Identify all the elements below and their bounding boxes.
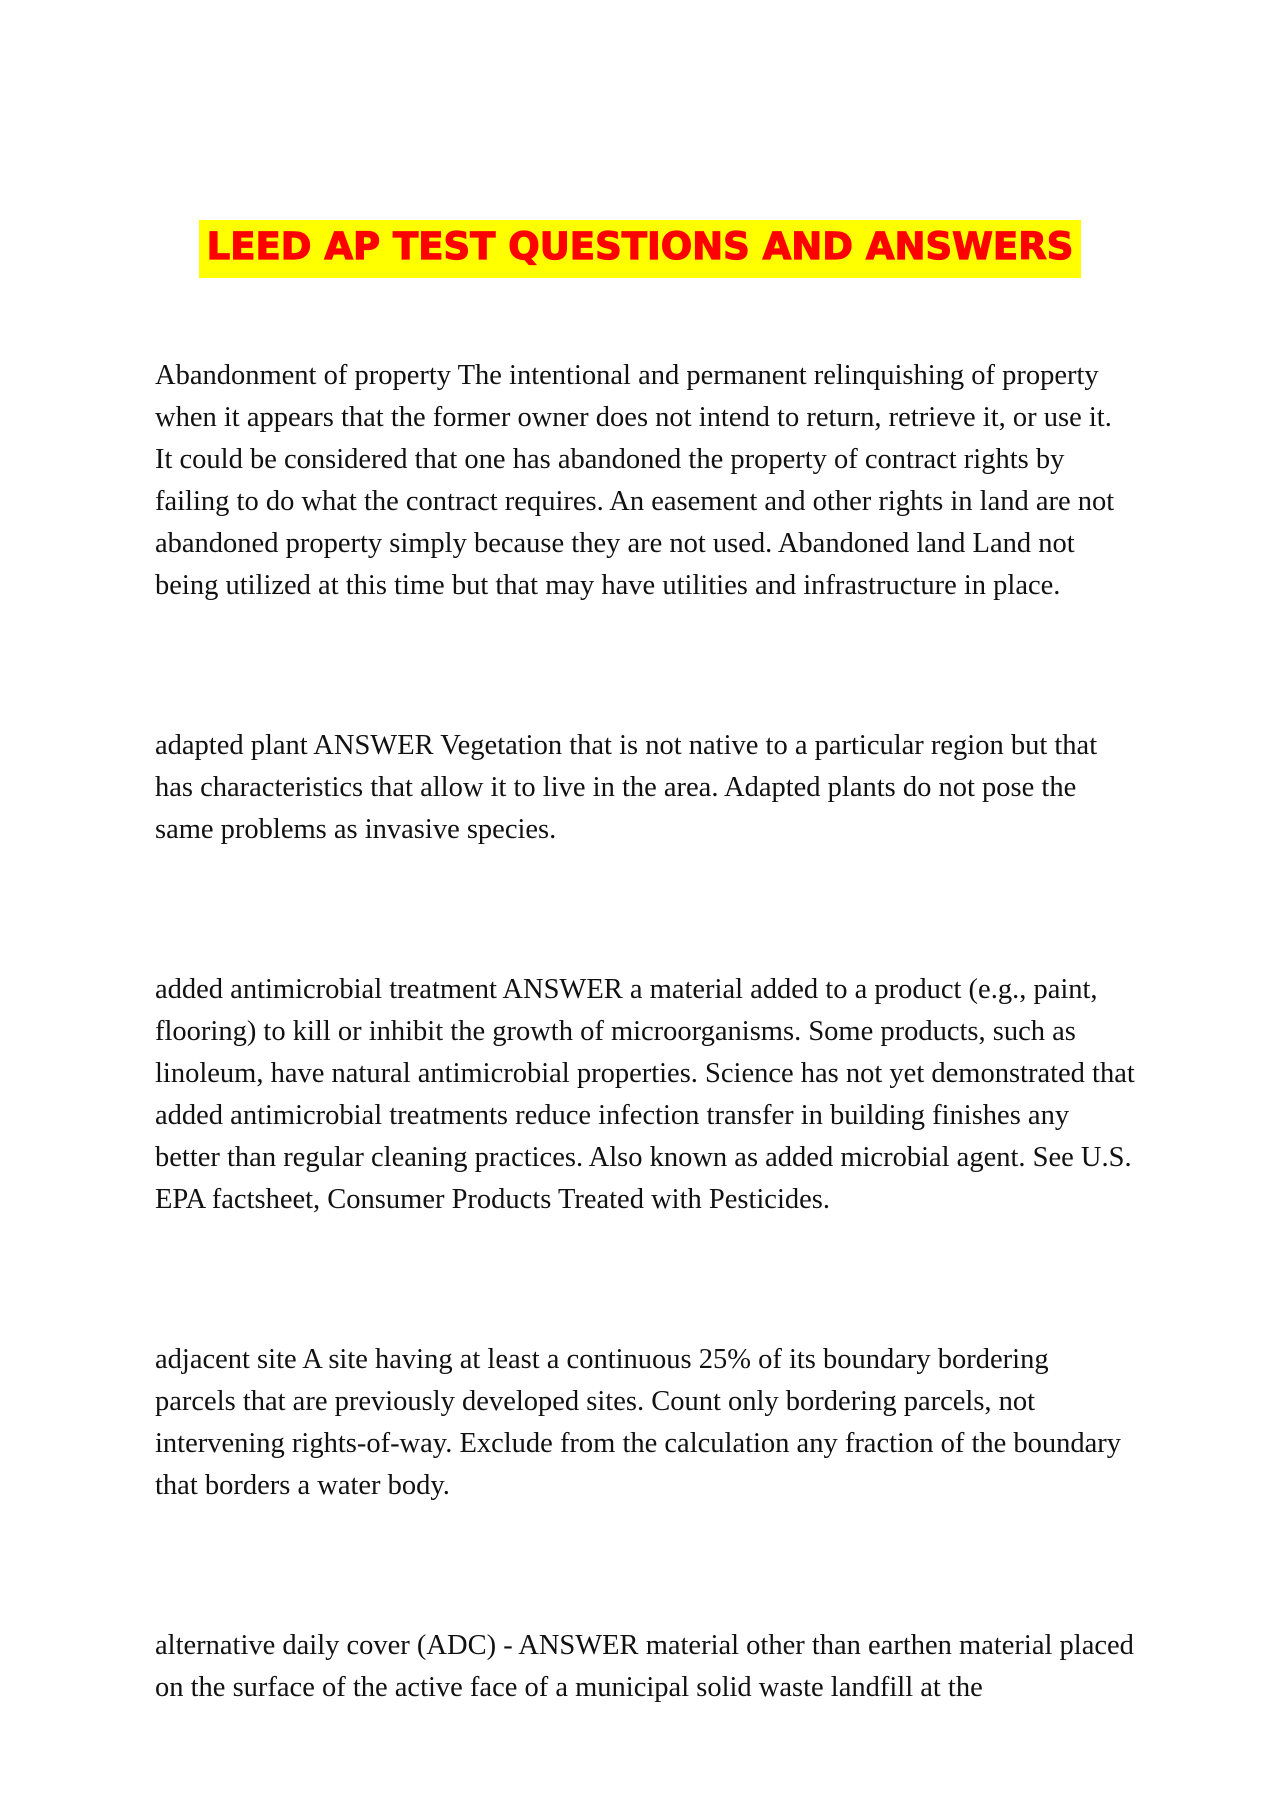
entry-abandonment-of-property: Abandonment of property The intentional and permanent relinquishing of property when it appears that the former owner does not intend to return, retrieve it, or use it. It could be considered that one has abandoned the property of contract rights by failing to do what the contract requires. An easement and other rights in land are not abandoned property simply because they are not used. Abandoned land Land not being utilized at this time but that may have utilities and infrastructure in place. — [155, 360, 1115, 601]
entry-adapted-plant: adapted plant ANSWER Vegetation that is not native to a particular region but that has characteristics that allow it to live in the area. Adapted plants do not pose the same problems as invasive species. — [155, 730, 1098, 845]
entry-added-antimicrobial-treatment: added antimicrobial treatment ANSWER a material added to a product (e.g., paint, flooring) to kill or inhibit the growth of microorganisms. Some products, such as linoleum, have natural antimicrobial properties. Science has not yet demonstrated that added antimicrobial treatments reduce infection transfer in building finishes any better than regular cleaning practices. Also known as added microbial agent. See U.S. EPA factsheet, Consumer Products Treated with Pesticides. — [155, 974, 1135, 1215]
entry-adjacent-site: adjacent site A site having at least a continuous 25% of its boundary bordering parcels that are previously developed sites. Count only bordering parcels, not intervening rights-of-way. Exclude from the calculation any fraction of the boundary that borders a water body. — [155, 1344, 1122, 1501]
entry-alternative-daily-cover: alternative daily cover (ADC) - ANSWER material other than earthen material placed on the surface of the active face of a municipal solid waste landfill at the — [155, 1630, 1134, 1703]
document-title: LEED AP TEST QUESTIONS AND ANSWERS — [199, 220, 1082, 278]
entry-list — [155, 355, 1135, 1709]
title-container — [0, 220, 1280, 278]
